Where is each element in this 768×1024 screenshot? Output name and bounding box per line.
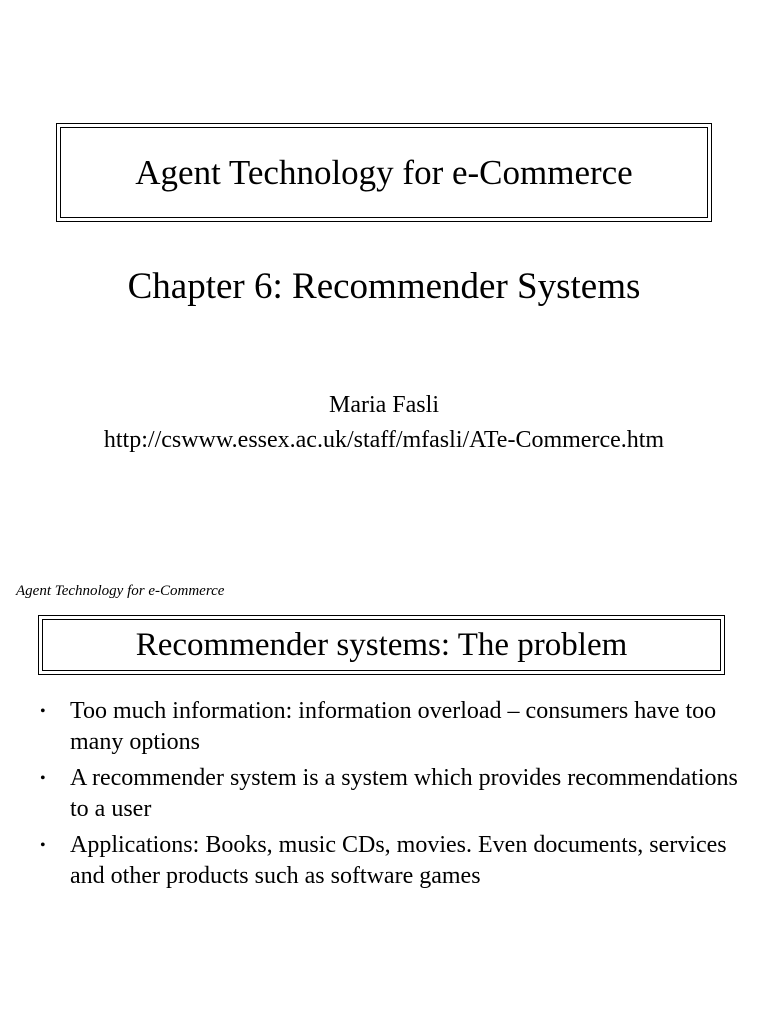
bullet-text: Applications: Books, music CDs, movies. Even documents, services and other products such as software games: [70, 832, 727, 889]
bullet-item: [0, 696, 768, 758]
bullet-text: Too much information: information overload – consumers have too many options: [70, 698, 717, 755]
slide-title-box: [38, 615, 725, 675]
bullet-dot-icon: •: [40, 837, 46, 854]
bullet-text: A recommender system is a system which provides recommendations to a user: [70, 765, 738, 822]
slide-2: [0, 575, 768, 1024]
author-name: Maria Fasli: [329, 392, 439, 418]
bullet-list: [0, 696, 768, 897]
course-title: Agent Technology for e-Commerce: [135, 152, 633, 192]
course-url: http://cswww.essex.ac.uk/staff/mfasli/ATe-Commerce.htm: [103, 427, 665, 453]
bullet-item: [0, 763, 768, 825]
bullet-dot-icon: •: [40, 770, 46, 787]
course-title-box: [56, 123, 712, 222]
bullet-dot-icon: •: [40, 703, 46, 720]
bullet-item: [0, 830, 768, 892]
slide-title: Recommender systems: The problem: [135, 626, 628, 663]
running-header: Agent Technology for e-Commerce: [16, 583, 225, 599]
chapter-title: Chapter 6: Recommender Systems: [127, 266, 641, 307]
